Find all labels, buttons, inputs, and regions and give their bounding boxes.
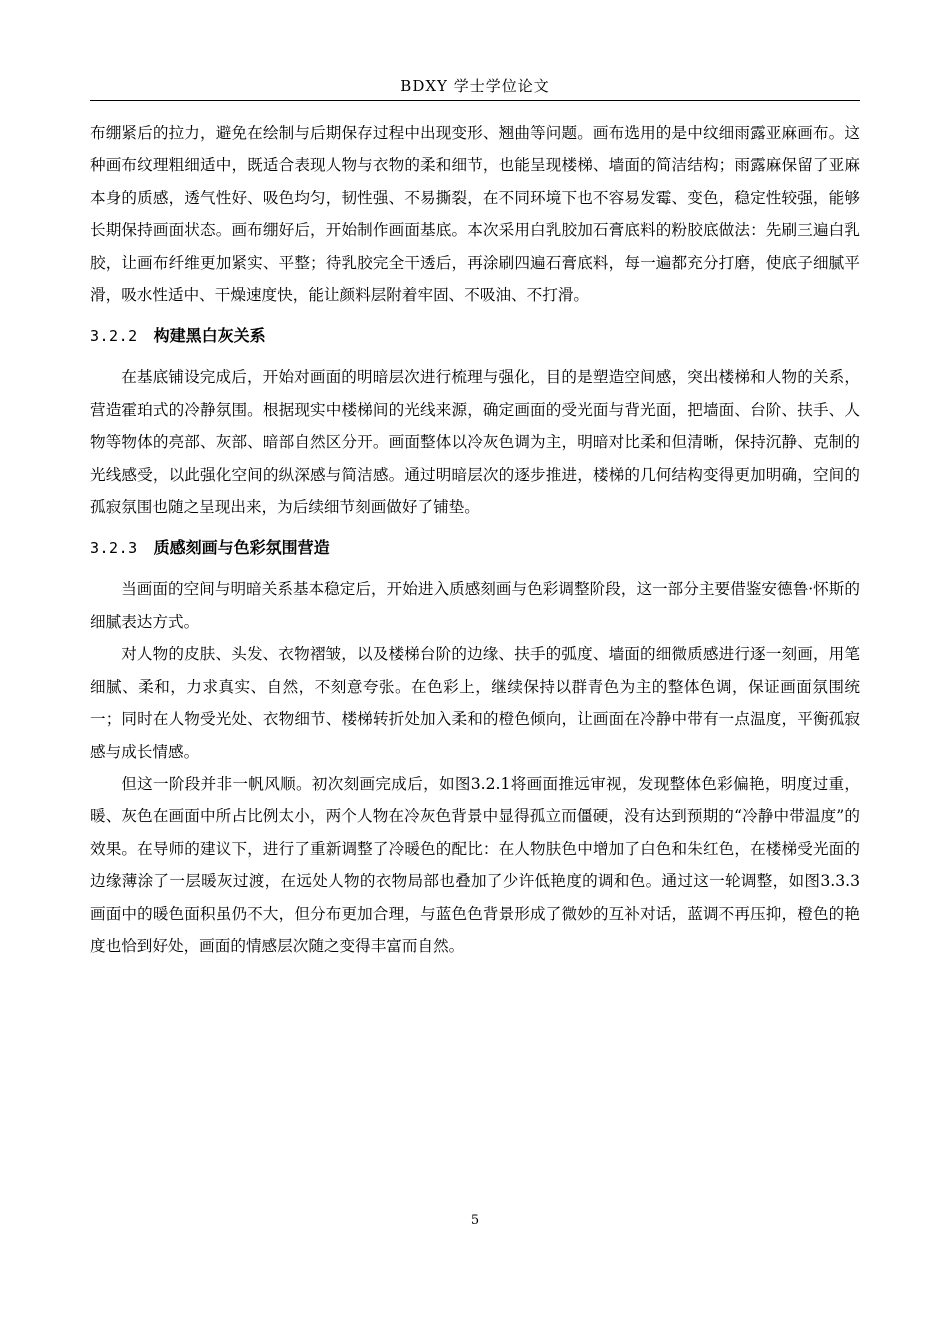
section-title: 构建黑白灰关系 [153, 326, 266, 346]
section-number: 3.2.2 [90, 327, 138, 346]
header-divider [90, 100, 860, 101]
section-number: 3.2.3 [90, 539, 138, 558]
paragraph-light-dark: 在基底铺设完成后，开始对画面的明暗层次进行梳理与强化，目的是塑造空间感，突出楼梯和人物的关系，营造霍珀式的冷静氛围。根据现实中楼梯间的光线来源，确定画面的受光面与背光面，把墙面、台阶、扶手、人物等物体的亮部、灰部、暗部自然区分开。画面整体以冷灰色调为主，明暗对比柔和但清晰，保持沉静、克制的光线感受，以此强化空间的纵深感与简洁感。通过明暗层次的逐步推进，楼梯的几何结构变得更加明确，空间的孤寂氛围也随之呈现出来，为后续细节刻画做好了铺垫。 [90, 368, 860, 517]
section-heading-3-2-3 [90, 523, 860, 573]
section-title: 质感刻画与色彩氛围营造 [153, 538, 330, 558]
paragraph-color-adjustment: 但这一阶段并非一帆风顺。初次刻画完成后，如图3.2.1将画面推远审视，发现整体色彩偏艳，明度过重，暖、灰色在画面中所占比例太小，两个人物在冷灰色背景中显得孤立而僵硬，没有达到预期的“冷静中带温度”的效果。在导师的建议下，进行了重新调整了冷暖色的配比：在人物肤色中增加了白色和朱红色，在楼梯受光面的边缘薄涂了一层暖灰过渡，在远处人物的衣物局部也叠加了少许低艳度的调和色。通过这一轮调整，如图3.3.3画面中的暖色面积虽仍不大，但分布更加合理，与蓝色色背景形成了微妙的互补对话，蓝调不再压抑，橙色的艳度也恰到好处，画面的情感层次随之变得丰富而自然。 [90, 774, 860, 955]
paragraph-texture-detail: 对人物的皮肤、头发、衣物褶皱，以及楼梯台阶的边缘、扶手的弧度、墙面的细微质感进行逐一刻画，用笔细腻、柔和，力求真实、自然，不刻意夸张。在色彩上，继续保持以群青色为主的整体色调，保证画面氛围统一；同时在人物受光处、衣物细节、楼梯转折处加入柔和的橙色倾向，让画面在冷静中带有一点温度，平衡孤寂感与成长情感。 [90, 645, 860, 761]
page-number: 5 [470, 1213, 480, 1228]
running-header: BDXY 学士学位论文 [400, 77, 550, 95]
body-content [90, 117, 860, 962]
paragraph-texture-intro: 当画面的空间与明暗关系基本稳定后，开始进入质感刻画与色彩调整阶段，这一部分主要借鉴安德鲁·怀斯的细腻表达方式。 [90, 580, 860, 631]
paragraph-canvas-preparation: 布绷紧后的拉力，避免在绘制与后期保存过程中出现变形、翘曲等问题。画布选用的是中纹细雨露亚麻画布。这种画布纹理粗细适中，既适合表现人物与衣物的柔和细节，也能呈现楼梯、墙面的简洁结构；雨露麻保留了亚麻本身的质感，透气性好、吸色均匀，韧性强、不易撕裂，在不同环境下也不容易发霉、变色，稳定性较强，能够长期保持画面状态。画布绷好后，开始制作画面基底。本次采用白乳胶加石膏底料的粉胶底做法：先刷三遍白乳胶，让画布纤维更加紧实、平整；待乳胶完全干透后，再涂刷四遍石膏底料，每一遍都充分打磨，使底子细腻平滑，吸水性适中、干燥速度快，能让颜料层附着牢固、不吸油、不打滑。 [90, 124, 860, 305]
section-heading-3-2-2 [90, 311, 860, 361]
